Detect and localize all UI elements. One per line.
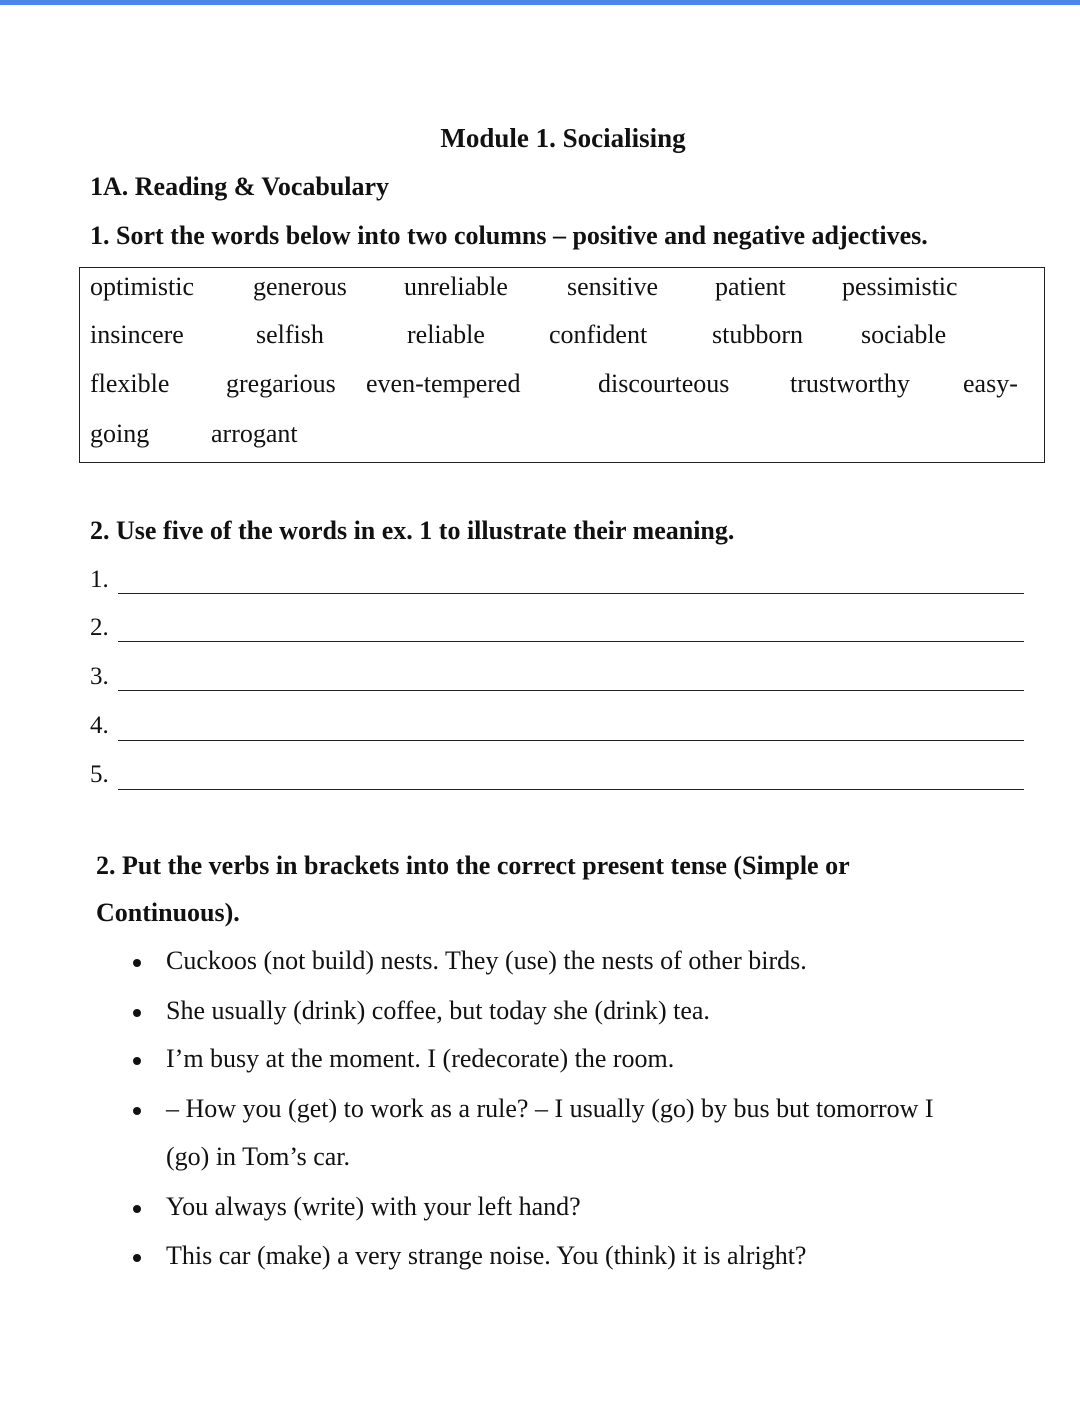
word-item: reliable bbox=[407, 320, 485, 349]
task1-heading: 1. Sort the words below into two columns – positive and negative adjectives. bbox=[90, 221, 928, 250]
answer-line-4[interactable] bbox=[118, 740, 1024, 741]
word-item: even-tempered bbox=[366, 369, 521, 398]
bullet-icon bbox=[133, 1057, 141, 1065]
answer-line-1[interactable] bbox=[118, 593, 1024, 594]
exercise-item-continued: (go) in Tom’s car. bbox=[166, 1142, 351, 1171]
word-item: pessimistic bbox=[842, 272, 958, 301]
answer-number: 1. bbox=[90, 566, 109, 593]
word-item: arrogant bbox=[211, 419, 298, 448]
bullet-icon bbox=[133, 959, 141, 967]
answer-line-5[interactable] bbox=[118, 789, 1024, 790]
word-item: sociable bbox=[861, 320, 947, 349]
answer-number: 3. bbox=[90, 663, 109, 690]
bullet-icon bbox=[133, 1254, 141, 1262]
word-item: easy- bbox=[963, 369, 1018, 398]
word-item: sensitive bbox=[567, 272, 658, 301]
page-title: Module 1. Socialising bbox=[440, 123, 686, 153]
exercise-item: I’m busy at the moment. I (redecorate) the room. bbox=[166, 1044, 675, 1073]
word-item: flexible bbox=[90, 369, 170, 398]
word-item: stubborn bbox=[712, 320, 803, 349]
task2-heading: 2. Use five of the words in ex. 1 to illustrate their meaning. bbox=[90, 516, 735, 545]
answer-line-3[interactable] bbox=[118, 690, 1024, 691]
exercise-item: Cuckoos (not build) nests. They (use) the nests of other birds. bbox=[166, 946, 807, 975]
word-item: discourteous bbox=[598, 369, 730, 398]
bullet-icon bbox=[133, 1107, 141, 1115]
word-item: optimistic bbox=[90, 272, 194, 301]
word-item: unreliable bbox=[404, 272, 508, 301]
answer-line-2[interactable] bbox=[118, 641, 1024, 642]
word-item: gregarious bbox=[226, 369, 336, 398]
answer-number: 4. bbox=[90, 712, 109, 739]
task3-heading-continued: Continuous). bbox=[96, 898, 240, 927]
word-box bbox=[79, 267, 1045, 463]
word-item: trustworthy bbox=[790, 369, 910, 398]
exercise-item: This car (make) a very strange noise. You (think) it is alright? bbox=[166, 1241, 807, 1270]
answer-number: 2. bbox=[90, 614, 109, 641]
bullet-icon bbox=[133, 1205, 141, 1213]
top-accent-bar bbox=[0, 0, 1080, 5]
word-item: insincere bbox=[90, 320, 184, 349]
word-item: patient bbox=[715, 272, 786, 301]
word-item: generous bbox=[253, 272, 347, 301]
word-item: selfish bbox=[256, 320, 324, 349]
exercise-item: – How you (get) to work as a rule? – I usually (go) by bus but tomorrow I bbox=[166, 1094, 934, 1123]
word-item: going bbox=[90, 419, 150, 448]
task3-heading: 2. Put the verbs in brackets into the correct present tense (Simple or bbox=[96, 851, 850, 880]
answer-number: 5. bbox=[90, 761, 109, 788]
exercise-item: She usually (drink) coffee, but today she (drink) tea. bbox=[166, 996, 710, 1025]
exercise-item: You always (write) with your left hand? bbox=[166, 1192, 581, 1221]
word-item: confident bbox=[549, 320, 648, 349]
section-heading: 1A. Reading & Vocabulary bbox=[90, 172, 390, 201]
bullet-icon bbox=[133, 1009, 141, 1017]
